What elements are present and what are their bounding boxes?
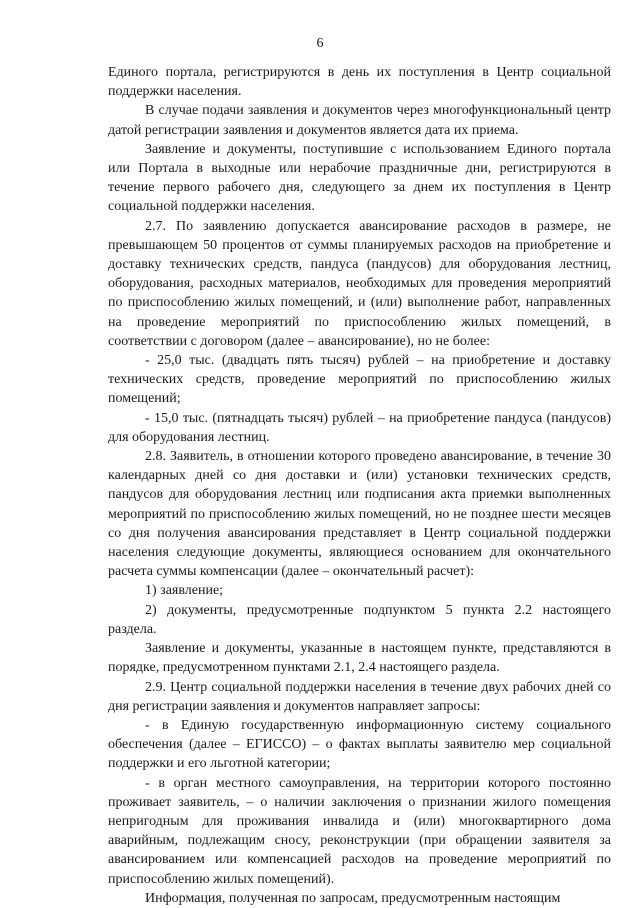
paragraph: В случае подачи заявления и документов через многофункциональный центр датой регистрации заявления и документов является дата их приема.: [108, 103, 611, 138]
list-item: - 15,0 тыс. (пятнадцать тысяч) рублей – на приобретение пандуса (пандусов) для оборудования лестниц.: [108, 410, 611, 445]
paragraph: Единого портала, регистрируются в день их поступления в Центр социальной поддержки населения.: [108, 65, 611, 100]
list-item: - в Единую государственную информационную систему социального обеспечения (далее – ЕГИССО) – о фактах выплаты заявителю мер социальной поддержки и его льготной категории;: [108, 717, 611, 772]
list-item: - в орган местного самоуправления, на территории которого постоянно проживает заявитель, – о наличии заключения о признании жилого помещения непригодным для проживания инвалида и (или) многоквартирного дома аварийным, подлежащим сносу, реконструкции (при обращении заявителя за авансированием или компенсацией расходов на проведение мероприятий по приспособлению жилых помещений).: [108, 775, 611, 887]
list-item: 1) заявление;: [145, 583, 224, 599]
paragraph: Заявление и документы, поступившие с использованием Единого портала или Портала в выходные или нерабочие праздничные дни, регистрируются в течение первого рабочего дня, следующего за днем их поступления в Центр социальной поддержки населения.: [108, 141, 611, 215]
page-number: 6: [316, 36, 324, 51]
paragraph-clause-2-9: 2.9. Центр социальной поддержки населения в течение двух рабочих дней со дня регистрации заявления и документов направляет запросы:: [108, 679, 611, 714]
paragraph: Информация, полученная по запросам, предусмотренным настоящим: [145, 890, 561, 906]
paragraph: Заявление и документы, указанные в настоящем пункте, представляются в порядке, предусмотренном пунктами 2.1, 2.4 настоящего раздела.: [108, 641, 611, 676]
list-item: 2) документы, предусмотренные подпунктом 5 пункта 2.2 настоящего раздела.: [108, 602, 611, 637]
document-body: [108, 63, 611, 908]
list-item: - 25,0 тыс. (двадцать пять тысяч) рублей – на приобретение и доставку технических средств, проведение мероприятий по приспособлению жилых помещений;: [108, 353, 611, 407]
paragraph-clause-2-7: 2.7. По заявлению допускается авансирование расходов в размере, не превышающем 50 процентов от суммы планируемых расходов на приобретение и доставку технических средств, пандуса (пандусов) для оборудования лестниц, оборудования, расходных материалов, необходимых для проведения мероприятий по приспособлению жилых помещений, и (или) выполнение работ, направленных на проведение мероприятий по приспособлению жилых помещений, в соответствии с договором (далее – авансирование), но не более:: [108, 218, 611, 349]
paragraph-clause-2-8: 2.8. Заявитель, в отношении которого проведено авансирование, в течение 30 календарных дней со дня доставки и (или) установки технических средств, пандусов для оборудования лестниц или подписания акта приемки выполненных мероприятий по приспособлению жилых помещений, но не позднее шести месяцев со дня получения авансирования представляет в Центр социальной поддержки населения следующие документы, являющиеся основанием для окончательного расчета суммы компенсации (далее – окончательный расчет):: [108, 449, 611, 580]
